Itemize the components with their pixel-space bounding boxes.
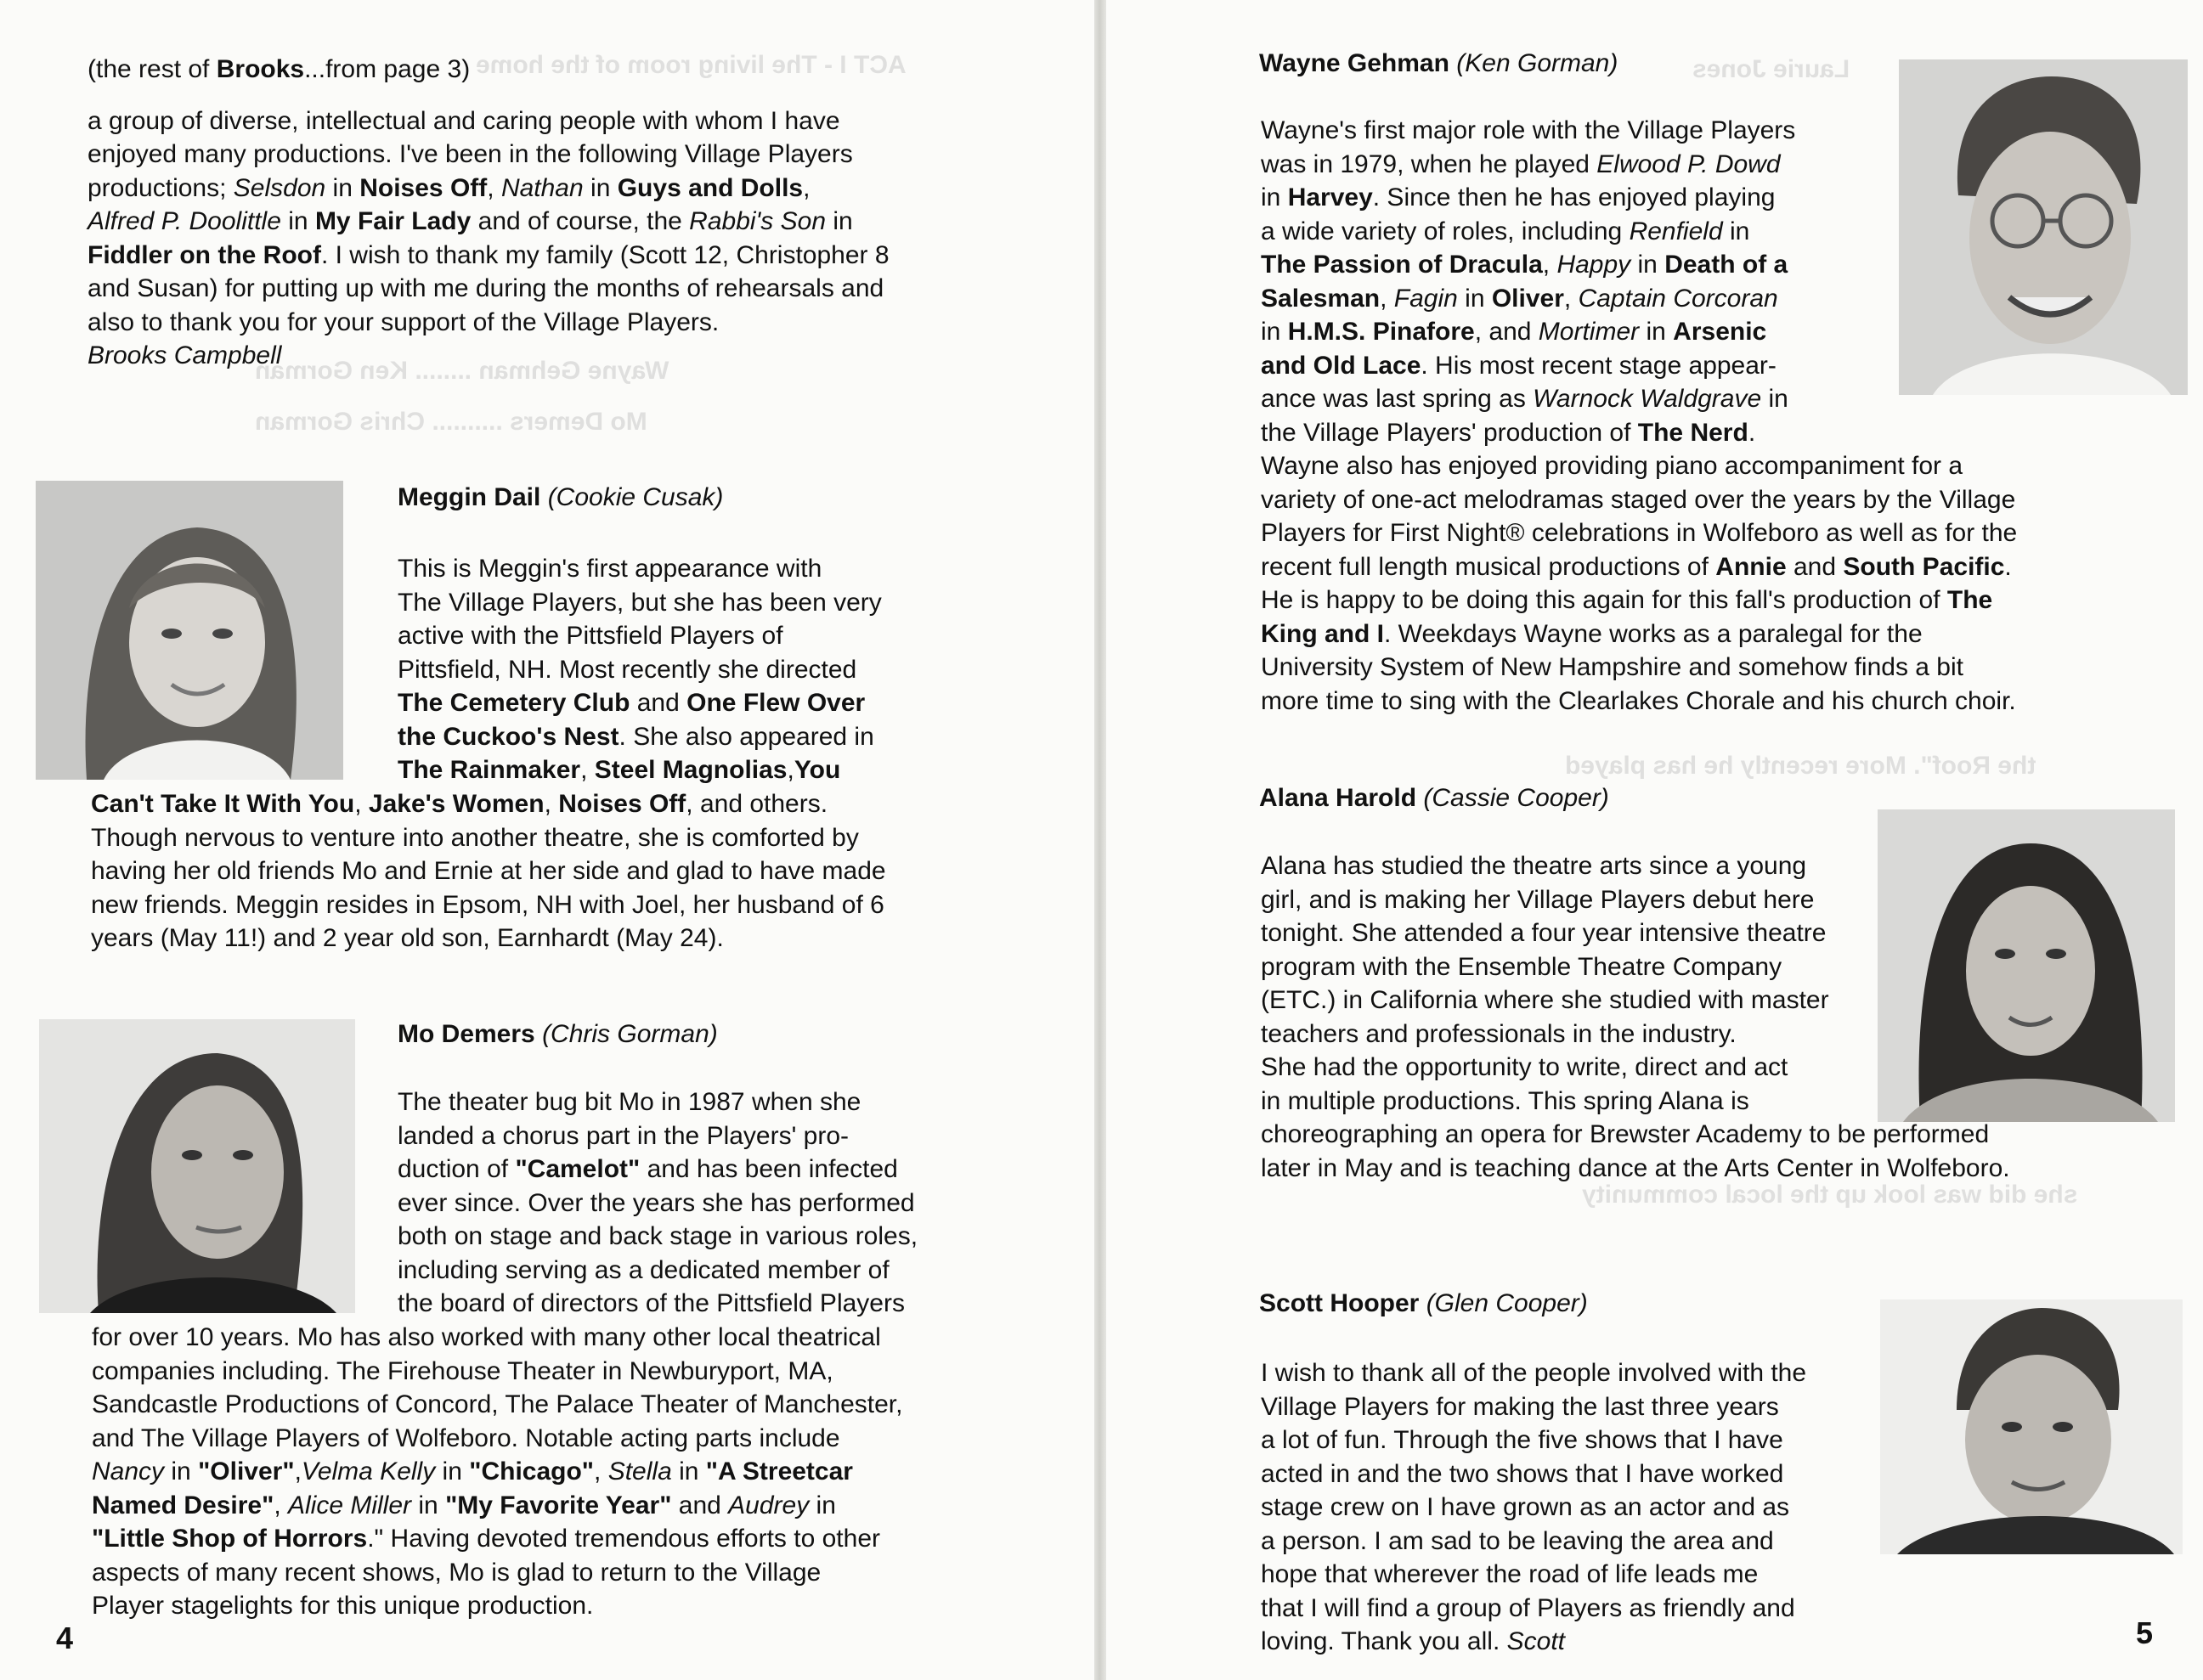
brooks-signature: Brooks Campbell (88, 341, 282, 369)
bleed-through-text: Wayne Gehman ........ Ken Gorman (255, 357, 669, 385)
page-number-right: 5 (2136, 1615, 2154, 1650)
meggin-dail-bio: This is Meggin's first appearance with The Village Players, but she has been very active with the Pittsfield Players of Pittsfield, NH. Most recently she directed The Cemetery Club and One Flew Over the Cuckoo's Nest. She also appeared in The Rainmaker, Steel Magnolias,You (398, 555, 882, 784)
alana-harold-heading: Alana Harold (Cassie Cooper) (1259, 784, 1609, 812)
book-gutter (1094, 0, 1106, 1680)
wayne-gehman-heading: Wayne Gehman (Ken Gorman) (1259, 49, 1618, 77)
wayne-gehman-bio: Wayne's first major role with the Village Players was in 1979, when he played Elwood P. Dowd in Harvey. Since then he has enjoyed playing a wide variety of roles, including Renfield in The Passion of Dracula, Happy in Death of a Salesman, Fagin in Oliver, Captain Corcoran in H.M.S. Pinafore, and Mortimer in Arsenic and Old Lace. His most recent stage appear- ance was last spring as Warnock Waldgrave in the Village Players' production of The Nerd. Wayne also has enjoyed providing piano accompaniment for a variety of one-act melodramas staged over the years by the Village Players for First Night® celebrations in Wolfeboro as well as for the recent full length musical productions of Annie and South Pacific. He is happy to be doing this again for this fall's production of The King and I. Weekdays Wayne works as a paralegal for the University System of New Hampshire and somehow finds a bit more time to sing with the Clearlakes Chorale and his church choir. (1261, 116, 2018, 715)
scott-signature: Scott (1506, 1627, 1565, 1655)
meggin-dail-bio-continued: Can't Take It With You, Jake's Women, Noises Off, and others. Though nervous to venture into another theatre, she is comforted by having her old friends Mo and Ernie at her side and glad to have made new friends. Meggin resides in Epsom, NH with Joel, her husband of 6 years (May 11!) and 2 year old son, Earnhardt (May 24). (91, 790, 886, 952)
mo-demers-photo (39, 1019, 355, 1313)
left-page (0, 0, 1094, 1680)
right-page (1106, 0, 2203, 1680)
mo-demers-bio-continued: for over 10 years. Mo has also worked with many other local theatrical companies including. The Firehouse Theater in Newburyport, MA, Sandcastle Productions of Concord, The Palace Theater of Manchester, and The Village Players of Wolfeboro. Notable acting parts include Nancy in "Oliver",Velma Kelly in "Chicago", Stella in "A Streetcar Named Desire", Alice Miller in "My Favorite Year" and Audrey in "Little Shop of Horrors." Having devoted tremendous efforts to other aspects of many recent shows, Mo is glad to return to the Village Player stagelights for this unique production. (92, 1323, 903, 1620)
bleed-through-text: Laurie Jones (1692, 55, 1850, 83)
scott-hooper-bio: I wish to thank all of the people involved with the Village Players for making the last three years a lot of fun. Through the five shows that I have acted in and the two shows that I have worked stage crew on I have grown as an actor and as a person. I am sad to be leaving the area and hope that wherever the road of life leads me that I will find a group of Players as friendly and loving. Thank you all. Scott (1261, 1359, 1807, 1655)
meggin-dail-photo (36, 481, 343, 780)
bleed-through-text: the Roof". More recently he has played (1565, 752, 2036, 780)
mo-demers-bio: The theater bug bit Mo in 1987 when she landed a chorus part in the Players' pro- duction of "Camelot" and has been infected ever since. Over the years she has performed both on stage and back stage in various roles, including serving as a dedicated member of the board of directors of the Pittsfield Players (398, 1088, 918, 1317)
bleed-through-text: she did was look up the local community (1582, 1181, 2078, 1209)
mo-demers-heading: Mo Demers (Chris Gorman) (398, 1020, 718, 1048)
bleed-through-text: ACT I - The living room of the home (476, 51, 907, 79)
page-number-left: 4 (56, 1621, 74, 1655)
scott-hooper-heading: Scott Hooper (Glen Cooper) (1259, 1289, 1588, 1317)
bleed-through-text: Mo Demers .......... Chris Gorman (255, 408, 647, 436)
meggin-dail-heading: Meggin Dail (Cookie Cusak) (398, 483, 724, 511)
brooks-continued: (the rest of Brooks...from page 3) a group of diverse, intellectual and caring people with whom I have enjoyed many productions. I've been in the following Village Players productions; Selsdon in Noises Off, Nathan in Guys and Dolls, Alfred P. Doolittle in My Fair Lady and of course, the Rabbi's Son in Fiddler on the Roof. I wish to thank my family (Scott 12, Christopher 8 and Susan) for putting up with me during the months of rehearsals and also to thank you for your support of the Village Players. Brooks Campbell (88, 55, 890, 369)
alana-harold-bio: Alana has studied the theatre arts since a young girl, and is making her Village Players debut here tonight. She attended a four year intensive theatre program with the Ensemble Theatre Company (ETC.) in California where she studied with master teachers and professionals in the industry. She had the opportunity to write, direct and act in multiple productions. This spring Alana is choreographing an opera for Brewster Academy to be performed later in May and is teaching dance at the Arts Center in Wolfeboro. (1261, 852, 2010, 1182)
